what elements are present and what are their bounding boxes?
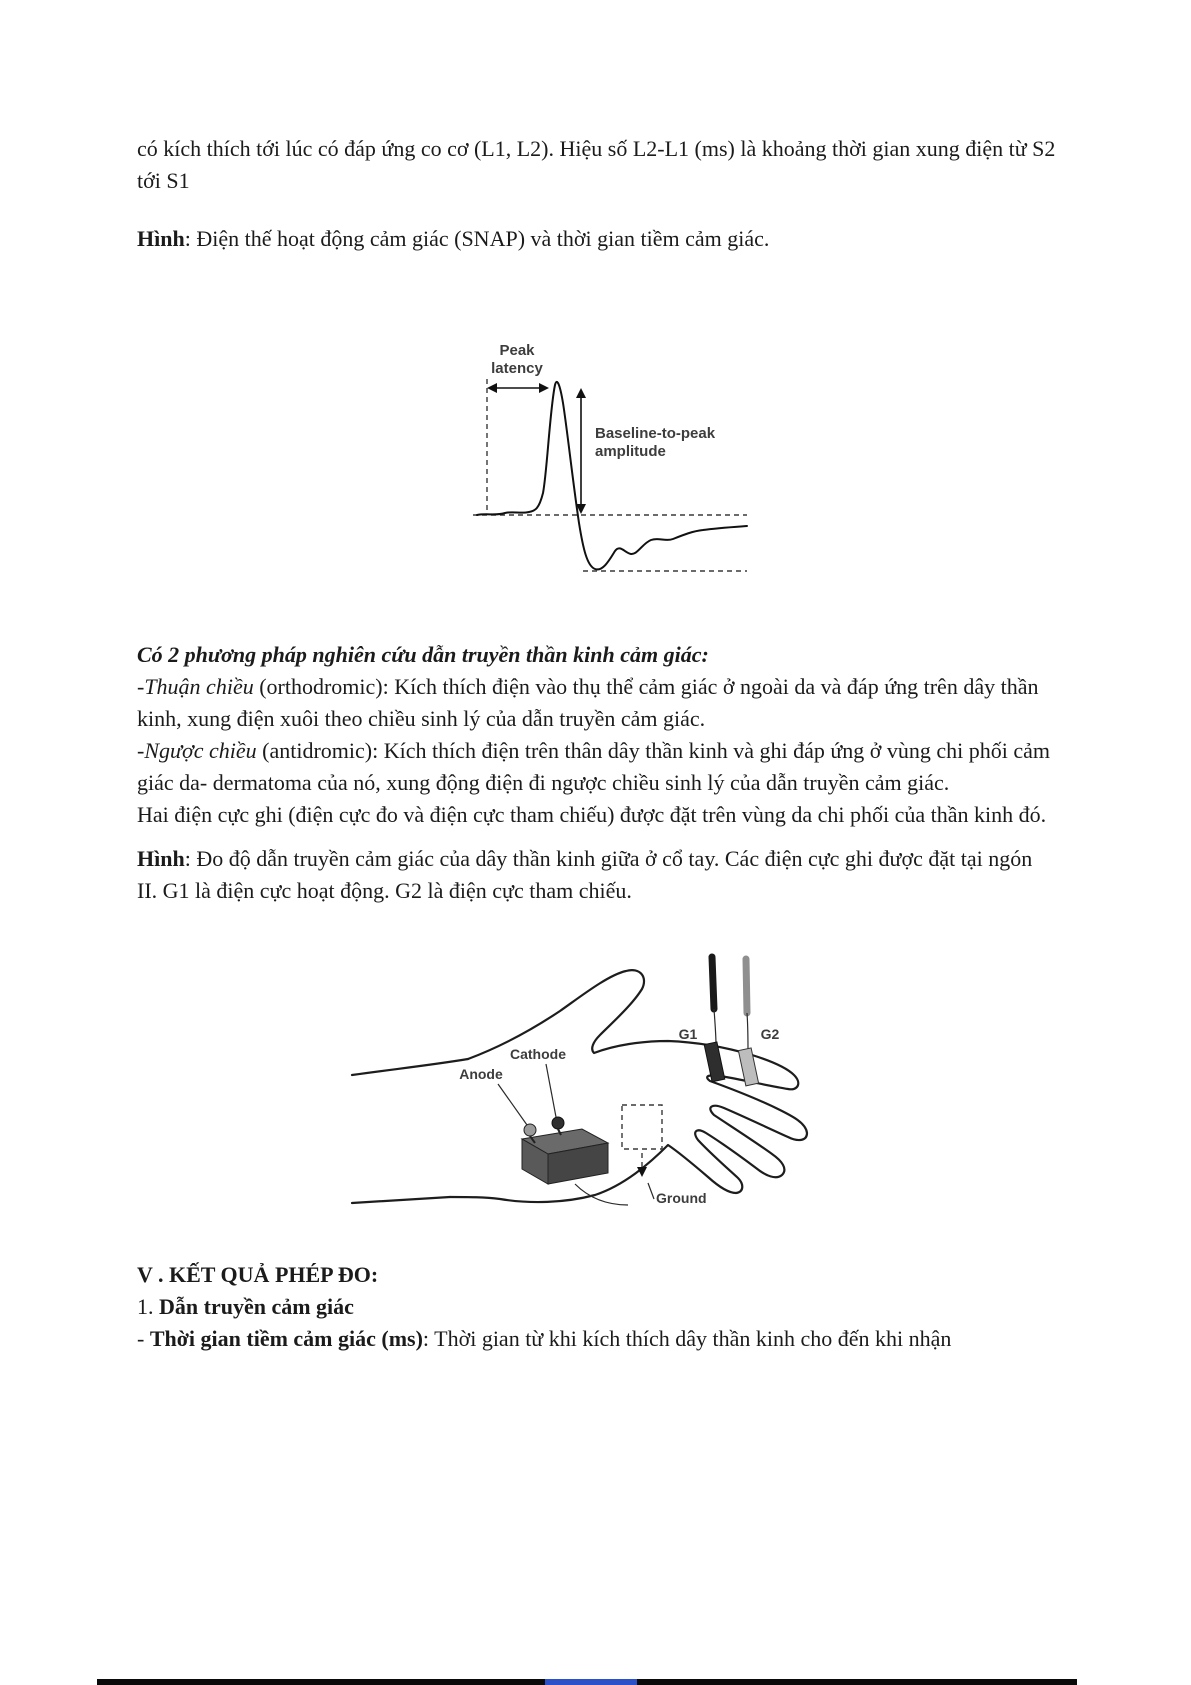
cathode-label: Cathode [510,1046,566,1062]
hand-electrodes-figure [350,947,815,1219]
ground-wire [648,1183,654,1199]
bottom-edge-blue-segment [545,1679,637,1685]
snap-waveform-figure [455,333,765,595]
peak-latency-arrow [487,383,549,393]
figure1-caption-label: Hình [137,226,185,251]
ground-label: Ground [656,1190,707,1206]
antidromic-paragraph [137,735,1057,799]
peak-latency-label-line1: Peak [499,342,535,359]
orthodromic-lead: -Thuận chiều [137,674,254,699]
results-item1-number: 1. [137,1294,159,1319]
peak-latency-label-line2: latency [491,360,543,377]
stimulator-cable [575,1184,628,1205]
latency-paragraph [137,1323,1057,1355]
methods-heading [137,639,1057,671]
intro-paragraph [137,133,1057,197]
latency-definition: : Thời gian từ khi kích thích dây thần kinh cho đến khi nhận [422,1326,952,1351]
orthodromic-paragraph [137,671,1057,735]
orthodromic-text: (orthodromic): Kích thích điện vào thụ thể cảm giác ở ngoài da và đáp ứng trên dây thần kinh, xung điện xuôi theo chiều sinh lý của dẫn truyền cảm giác. [137,674,1039,731]
stimulator-block [522,1117,628,1205]
palm-dashed-zone [622,1105,662,1149]
results-heading [137,1259,1057,1291]
latency-term: Thời gian tiềm cảm giác (ms) [149,1326,423,1351]
results-item1-title: Dẫn truyền cảm giác [159,1294,354,1319]
cathode-leader-line [546,1064,556,1117]
forearm-bottom-line [352,1197,450,1203]
figure2-caption [137,843,1057,907]
g1-label: G1 [678,1026,698,1042]
g2-label: G2 [760,1026,780,1042]
figure1-caption-text: : Điện thế hoạt động cảm giác (SNAP) và thời gian tiềm cảm giác. [184,226,770,251]
cathode-knob [552,1117,564,1129]
latency-dash: - [137,1326,150,1351]
anode-leader-line [498,1084,527,1125]
bottom-window-edge [97,1679,1077,1685]
g1-electrode-wire [704,957,725,1082]
antidromic-lead: -Ngược chiều [137,738,257,763]
snap-waveform-path [477,382,747,570]
anode-label: Anode [459,1066,503,1082]
figure2-caption-label: Hình [137,846,185,871]
figure1-caption [137,223,1057,255]
amplitude-label-line1: Baseline-to-peak [595,425,716,442]
electrodes-note-text: Hai điện cực ghi (điện cực đo và điện cực tham chiếu) được đặt trên vùng da chi phối của thần kinh đó. [137,802,1047,827]
results-item1 [137,1291,1057,1323]
methods-heading-text: Có 2 phương pháp nghiên cứu dẫn truyền thần kinh cảm giác: [137,642,709,667]
antidromic-text: (antidromic): Kích thích điện trên thân dây thần kinh và ghi đáp ứng ở vùng chi phối cảm giác da- dermatoma của nó, xung động điện đi ngược chiều sinh lý của dẫn truyền cảm giác. [137,738,1051,795]
results-heading-text: V . KẾT QUẢ PHÉP ĐO: [137,1262,379,1287]
g2-electrode-wire [738,959,758,1086]
figure2-caption-text: : Đo độ dẫn truyền cảm giác của dây thần kinh giữa ở cổ tay. Các điện cực ghi được đặt tại ngón II. G1 là điện cực hoạt động. G2 là điện cực tham chiếu. [137,846,1033,903]
electrodes-note-paragraph [137,799,1057,831]
amplitude-arrow [576,388,586,514]
forearm-top-line [352,1059,468,1075]
amplitude-label-line2: amplitude [595,443,666,460]
hand-outline [450,970,807,1202]
anode-knob [524,1124,536,1136]
intro-text: có kích thích tới lúc có đáp ứng co cơ (L1, L2). Hiệu số L2-L1 (ms) là khoảng thời gian xung điện từ S2 tới S1 [137,136,1056,193]
